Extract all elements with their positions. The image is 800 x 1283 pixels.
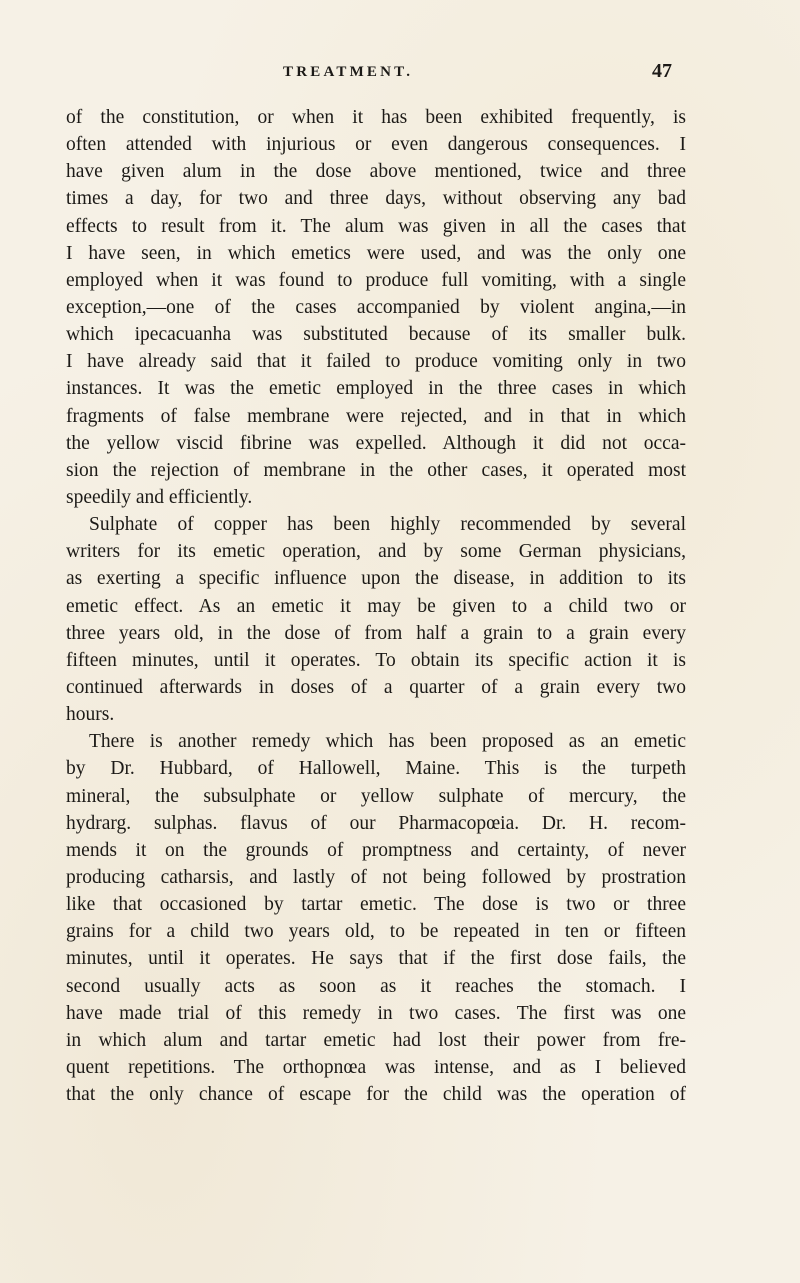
- text-line: second usually acts as soon as it reaches the stomach. I: [66, 975, 686, 997]
- text-line: hours.: [66, 704, 115, 726]
- text-line: fifteen minutes, until it operates. To obtain its specific action it is: [66, 649, 686, 671]
- text-line: instances. It was the emetic employed in the three cases in which: [66, 378, 686, 400]
- text-line: I have seen, in which emetics were used, and was the only one: [66, 242, 686, 264]
- body-text: [66, 104, 686, 1108]
- text-line: hydrarg. sulphas. flavus of our Pharmacopœia. Dr. H. recom-: [66, 812, 686, 834]
- text-line: exception,—one of the cases accompanied by violent angina,—in: [66, 296, 686, 318]
- text-line: have given alum in the dose above mentioned, twice and three: [66, 161, 686, 183]
- text-line: sion the rejection of membrane in the other cases, it operated most: [66, 459, 686, 481]
- text-line: I have already said that it failed to produce vomiting only in two: [66, 351, 686, 373]
- text-line: the yellow viscid fibrine was expelled. Although it did not occa-: [66, 432, 686, 454]
- text-line: producing catharsis, and lastly of not being followed by prostration: [66, 866, 686, 888]
- text-line: Sulphate of copper has been highly recommended by several: [89, 514, 686, 536]
- text-line: have made trial of this remedy in two cases. The first was one: [66, 1002, 686, 1024]
- text-line: of the constitution, or when it has been exhibited frequently, is: [66, 107, 686, 128]
- running-head-title: TREATMENT.: [283, 64, 414, 80]
- text-line: minutes, until it operates. He says that if the first dose fails, the: [66, 948, 686, 970]
- text-line: times a day, for two and three days, without observing any bad: [66, 188, 686, 210]
- text-line: as exerting a specific influence upon the disease, in addition to its: [66, 568, 686, 590]
- text-line: that the only chance of escape for the child was the operation of: [66, 1084, 686, 1106]
- text-line: often attended with injurious or even dangerous consequences. I: [66, 134, 686, 156]
- text-line: effects to result from it. The alum was given in all the cases that: [66, 215, 686, 237]
- text-line: emetic effect. As an emetic it may be given to a child two or: [66, 595, 686, 617]
- text-line: There is another remedy which has been proposed as an emetic: [89, 731, 686, 753]
- text-line: like that occasioned by tartar emetic. The dose is two or three: [66, 894, 686, 916]
- text-line: which ipecacuanha was substituted because of its smaller bulk.: [66, 324, 686, 346]
- page-number: 47: [652, 60, 672, 82]
- text-line: grains for a child two years old, to be repeated in ten or fifteen: [66, 921, 686, 943]
- text-line: continued afterwards in doses of a quarter of a grain every two: [66, 676, 686, 698]
- text-line: three years old, in the dose of from half a grain to a grain every: [66, 622, 686, 644]
- text-line: employed when it was found to produce full vomiting, with a single: [66, 269, 686, 291]
- text-line: by Dr. Hubbard, of Hallowell, Maine. This is the turpeth: [66, 758, 686, 780]
- text-line: writers for its emetic operation, and by some German physicians,: [66, 541, 686, 563]
- text-line: mends it on the grounds of promptness and certainty, of never: [66, 839, 686, 861]
- text-line: in which alum and tartar emetic had lost their power from fre-: [66, 1029, 686, 1051]
- text-line: quent repetitions. The orthopnœa was intense, and as I believed: [66, 1056, 686, 1078]
- text-line: speedily and efficiently.: [66, 486, 253, 508]
- text-line: mineral, the subsulphate or yellow sulphate of mercury, the: [66, 785, 686, 807]
- running-head: [0, 62, 800, 86]
- text-line: fragments of false membrane were rejected, and in that in which: [66, 405, 686, 427]
